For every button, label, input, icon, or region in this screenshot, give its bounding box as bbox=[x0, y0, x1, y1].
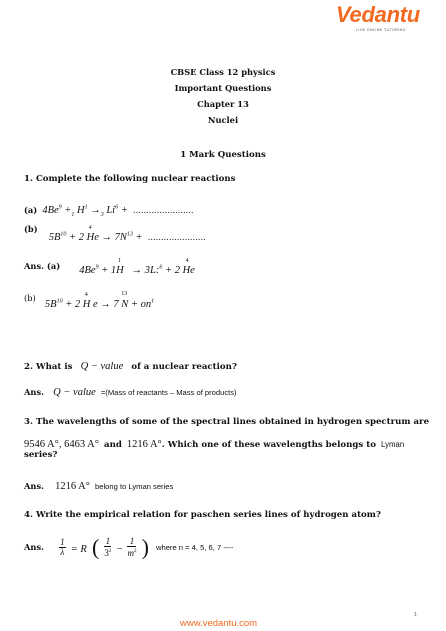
question-4: 4. Write the empirical relation for paschen series lines of hydrogen atom? bbox=[24, 510, 381, 520]
q3-rest: . Which one of these wavelengths belongs to bbox=[161, 440, 376, 450]
q3-lyman: Lyman bbox=[381, 440, 405, 449]
q3-and: and bbox=[104, 440, 122, 450]
q2-math: Q − value bbox=[80, 361, 124, 372]
q1-a-equation: $4Be^9 +_1$ $H^1 \to_3$ $Li^6$ + bbox=[42, 204, 128, 219]
page-number: 1 bbox=[414, 612, 417, 618]
logo-text: Vedantu bbox=[336, 2, 420, 27]
q1-part-a bbox=[24, 198, 194, 218]
q2-pre: 2. What is bbox=[24, 362, 73, 372]
q1-a-dots: ....................... bbox=[132, 205, 194, 215]
title-line-1: CBSE Class 12 physics bbox=[170, 67, 276, 77]
title-line-4: Nuclei bbox=[207, 115, 239, 125]
q1-a-label: (a) bbox=[24, 205, 38, 215]
q3-values: 9546 A°, 6463 A° bbox=[24, 439, 99, 450]
q2-post: of a nuclear reaction? bbox=[131, 362, 237, 372]
question-2 bbox=[24, 354, 237, 373]
q1-b-dots: ...................... bbox=[147, 232, 206, 242]
q3-ans-text: belong to Lyman series bbox=[95, 482, 174, 491]
question-3-line-1: 3. The wavelengths of some of the spectral lines obtained in hydrogen spectrum are bbox=[24, 417, 430, 427]
q1-b-label: (b) bbox=[24, 224, 38, 234]
q2-ans-text: =(Mass of reactants – Mass of products) bbox=[100, 388, 237, 397]
q1-answer-b bbox=[24, 292, 154, 311]
vedantu-logo bbox=[336, 2, 420, 28]
q4-frac-1: $\frac{1}{3^2}$ bbox=[104, 535, 112, 558]
q3-ans-label: Ans. bbox=[24, 481, 45, 491]
q1-ans-a-equation: $4Be^9 + 1$ 1 H → 3L:$^6$ + 2 4 He bbox=[79, 258, 195, 276]
q1-ans-b-equation: $5B^{10} + 2$ 4 H e → 7 13 $N + on^1$ bbox=[44, 291, 155, 310]
q4-ans-label: Ans. bbox=[24, 542, 45, 552]
question-3-line-2 bbox=[24, 432, 404, 451]
q1-ans-b-label: (b) bbox=[24, 293, 36, 303]
q4-where: where n = 4, 5, 6, 7 ---- bbox=[155, 542, 234, 552]
section-heading: 1 Mark Questions bbox=[180, 150, 266, 160]
q4-frac-2: $\frac{1}{m^2}$ bbox=[127, 535, 137, 558]
q2-ans-label: Ans. bbox=[24, 387, 45, 397]
q1-b-equation: $5B^{10} + 2$ 4 $He \to 7N^{13}$ + bbox=[48, 225, 143, 243]
q4-answer bbox=[24, 534, 233, 560]
q1-answer-a bbox=[24, 258, 195, 277]
footer-website-link[interactable]: www.vedantu.com bbox=[180, 618, 258, 629]
question-3-line-3: series? bbox=[24, 450, 58, 460]
q2-ans-math: Q − value bbox=[53, 387, 96, 398]
q2-answer bbox=[24, 380, 237, 399]
q3-value-3: 1216 A° bbox=[126, 439, 162, 450]
q4-formula: $\frac{1}{\lambda}$ = R ( $\frac{1}{3^2}$ − $\frac{1}{m^2}$ ) bbox=[60, 534, 149, 559]
q1-ans-label: Ans. (a) bbox=[24, 261, 61, 271]
q3-ans-value: 1216 A° bbox=[55, 481, 90, 492]
title-line-2: Important Questions bbox=[174, 83, 272, 93]
title-line-3: Chapter 13 bbox=[197, 99, 249, 109]
logo-tagline: LIVE ONLINE TUTORING bbox=[356, 28, 406, 32]
question-1: 1. Complete the following nuclear reactions bbox=[24, 174, 236, 184]
q1-part-b bbox=[24, 224, 206, 244]
q4-frac-lhs: $\frac{1}{\lambda}$ bbox=[60, 536, 65, 557]
q3-answer bbox=[24, 474, 173, 493]
